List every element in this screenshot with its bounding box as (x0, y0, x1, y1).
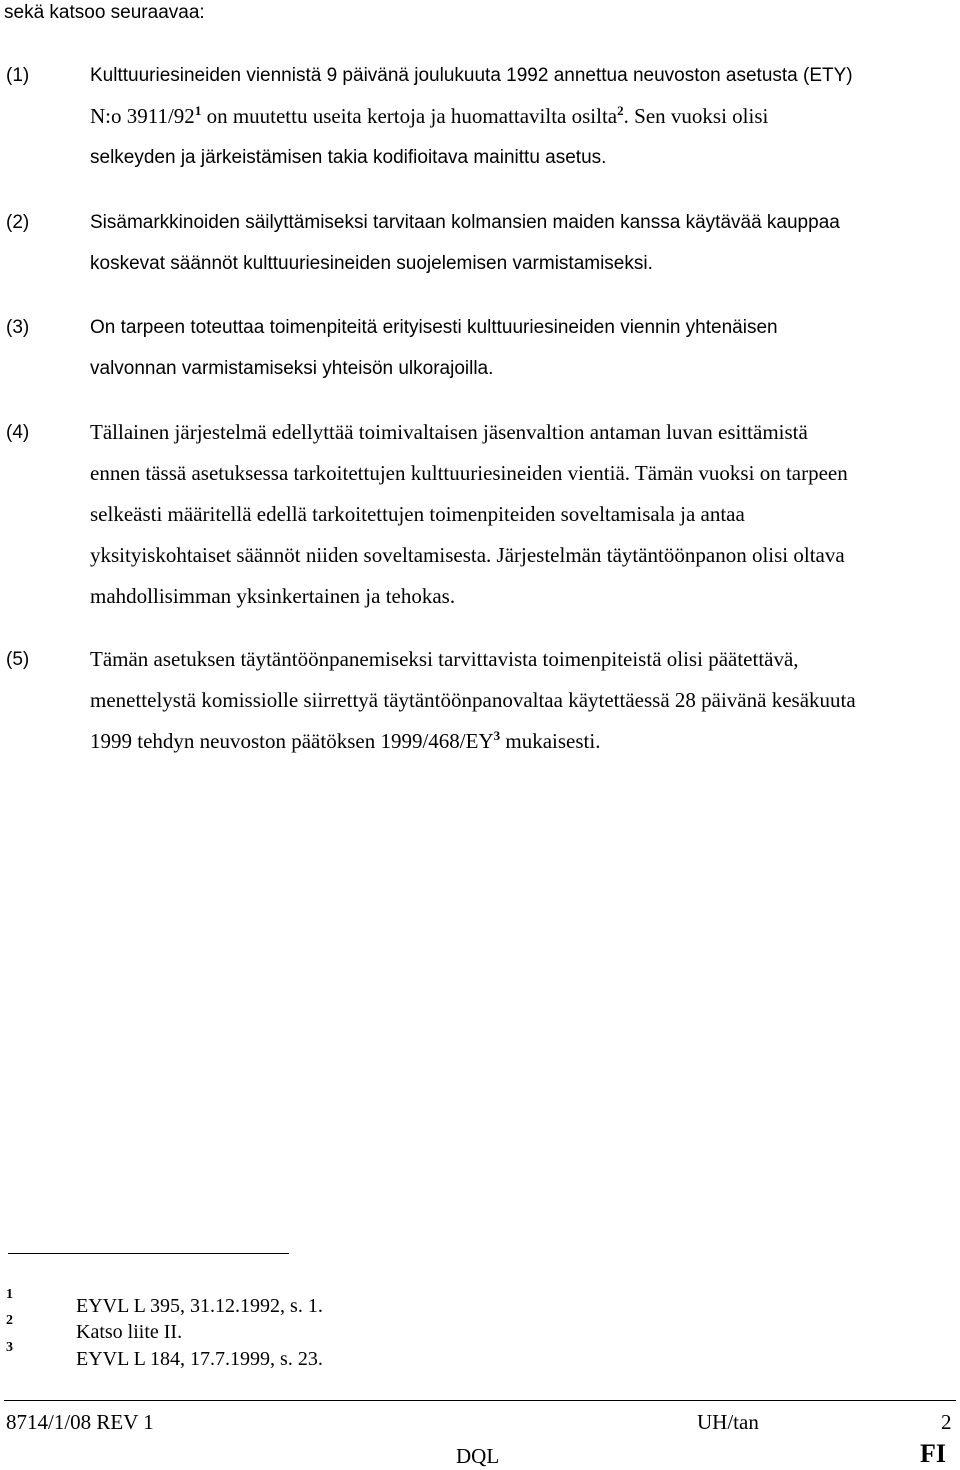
recital-line: Tällainen järjestelmä edellyttää toimivaltaisen jäsenvaltion antaman luvan esittämistä (90, 420, 808, 444)
footnote-text: EYVL L 395, 31.12.1992, s. 1. (76, 1295, 323, 1317)
footnote-text: Katso liite II. (76, 1321, 183, 1343)
author-initials: UH/tan (697, 1410, 759, 1434)
footnote-ref-1: 1 (194, 103, 202, 118)
recital-number: (2) (6, 212, 30, 233)
recital-line: Sisämarkkinoiden säilyttämiseksi tarvitaan kolmansien maiden kanssa käytävää kauppaa (90, 212, 840, 233)
footnote-2 (0, 1313, 600, 1348)
department-code: DQL (456, 1444, 500, 1468)
footnote-ref-3: 3 (493, 728, 501, 743)
recital-line: Tämän asetuksen täytäntöönpanemiseksi tarvittavista toimenpiteistä olisi päätettävä, (90, 647, 799, 671)
recital-line: Kulttuuriesineiden viennistä 9 päivänä joulukuuta 1992 annettua neuvoston asetusta (ETY) (90, 65, 853, 86)
footnote-number: 2 (6, 1313, 13, 1328)
recital-line: N:o $3911/92^1$ on muutettu useita kertoja ja huomattavilta osilta$^2$. Sen vuoksi olisi (90, 103, 769, 128)
intro-text: sekä katsoo seuraavaa: (4, 2, 205, 23)
language-code: FI (920, 1439, 946, 1468)
recital-line: koskevat säännöt kulttuuriesineiden suojelemisen varmistamiseksi. (90, 253, 653, 274)
document-reference: 8714/1/08 REV 1 (6, 1410, 154, 1434)
recital-number: (1) (6, 65, 30, 86)
footnote-ref-2: 2 (617, 103, 624, 118)
recital-line: yksityiskohtaiset säännöt niiden soveltamisesta. Järjestelmän täytäntöönpanon olisi oltava (90, 543, 845, 567)
recital-line: ennen tässä asetuksessa tarkoitettujen kulttuuriesineiden vientiä. Tämän vuoksi on tarpeen (90, 461, 848, 485)
recital-line: On tarpeen toteuttaa toimenpiteitä erityisesti kulttuuriesineiden viennin yhtenäisen (90, 317, 778, 338)
recital-line: menettelystä komissiolle siirrettyä täytäntöönpanovaltaa käytettäessä 28 päivänä kesäkuuta (90, 688, 856, 712)
recital-number: (5) (6, 649, 30, 670)
recital-line: valvonnan varmistamiseksi yhteisön ulkorajoilla. (90, 358, 494, 379)
footnote-3 (0, 1340, 600, 1375)
recital-number: (4) (6, 422, 30, 443)
recital-line: mahdollisimman yksinkertainen ja tehokas. (90, 584, 456, 608)
footnote-text: EYVL L 184, 17.7.1999, s. 23. (76, 1348, 323, 1370)
recital-line: 1999 tehdyn neuvoston päätöksen $1999/468/EY^3$ mukaisesti. (90, 728, 601, 753)
recital-line: selkeästi määritellä edellä tarkoitettujen toimenpiteiden soveltamisala ja antaa (90, 502, 745, 526)
footnote-1 (0, 1287, 600, 1322)
footer-separator (4, 1400, 956, 1401)
footnote-separator (8, 1253, 289, 1254)
recital-number: (3) (6, 317, 30, 338)
page-number: 2 (941, 1410, 952, 1434)
footnote-number: 3 (6, 1340, 13, 1355)
recital-line: selkeyden ja järkeistämisen takia kodifioitava mainittu asetus. (90, 147, 607, 168)
footnote-number: 1 (6, 1287, 13, 1302)
